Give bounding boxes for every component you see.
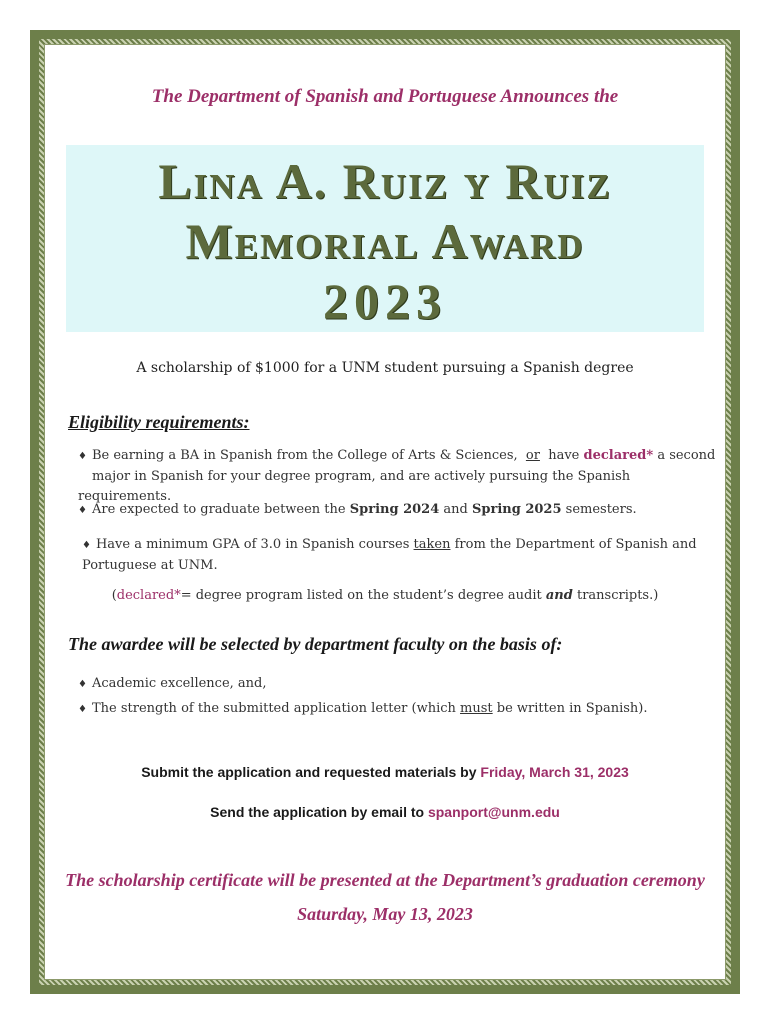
declared-footnote: (declared*= degree program listed on the student’s degree audit and transcripts.) xyxy=(111,588,659,603)
selection-item-2: ♦ The strength of the submitted application letter (which must be written in Spanish). xyxy=(78,701,648,716)
eligibility-item-1: ♦ Be earning a BA in Spanish from the College of Arts & Sciences, or have declared* a second major in Spanish for your degree program, and are actively pursuing the Spanish requirements. xyxy=(78,448,716,504)
diamond-bullet-icon: ♦ xyxy=(78,505,87,516)
diamond-bullet-icon: ♦ xyxy=(78,704,87,715)
scholarship-summary: A scholarship of $1000 for a UNM student pursuing a Spanish degree xyxy=(136,360,634,376)
diamond-bullet-icon: ♦ xyxy=(78,451,87,462)
ceremony-note: The scholarship certificate will be presented at the Department’s graduation ceremony xyxy=(65,870,705,890)
ceremony-date: Saturday, May 13, 2023 xyxy=(297,904,473,924)
selection-heading: The awardee will be selected by department faculty on the basis of: xyxy=(68,634,563,654)
submission-deadline-line: Submit the application and requested materials by Friday, March 31, 2023 xyxy=(141,764,629,780)
selection-item-1: ♦ Academic excellence, and, xyxy=(78,676,267,691)
email-link[interactable]: spanport@unm.edu xyxy=(427,804,560,820)
award-title-line-2: Memorial Award xyxy=(185,213,585,269)
email-instruction-line: Send the application by email to spanport@unm.edu xyxy=(210,804,560,820)
award-year: 2023 xyxy=(323,273,447,329)
diamond-bullet-icon: ♦ xyxy=(78,679,87,690)
deadline-date: Friday, March 31, 2023 xyxy=(480,764,629,780)
award-title-line-1: Lina A. Ruiz y Ruiz xyxy=(158,153,612,209)
eligibility-heading: Eligibility requirements: xyxy=(68,412,250,432)
announcement-line: The Department of Spanish and Portuguese Announces the xyxy=(151,86,619,107)
eligibility-item-3: ♦ Have a minimum GPA of 3.0 in Spanish courses taken from the Department of Spanish and Portuguese at UNM. xyxy=(82,537,697,573)
eligibility-item-2: ♦ Are expected to graduate between the Spring 2024 and Spring 2025 semesters. xyxy=(78,502,637,517)
diamond-bullet-icon: ♦ xyxy=(82,540,91,551)
